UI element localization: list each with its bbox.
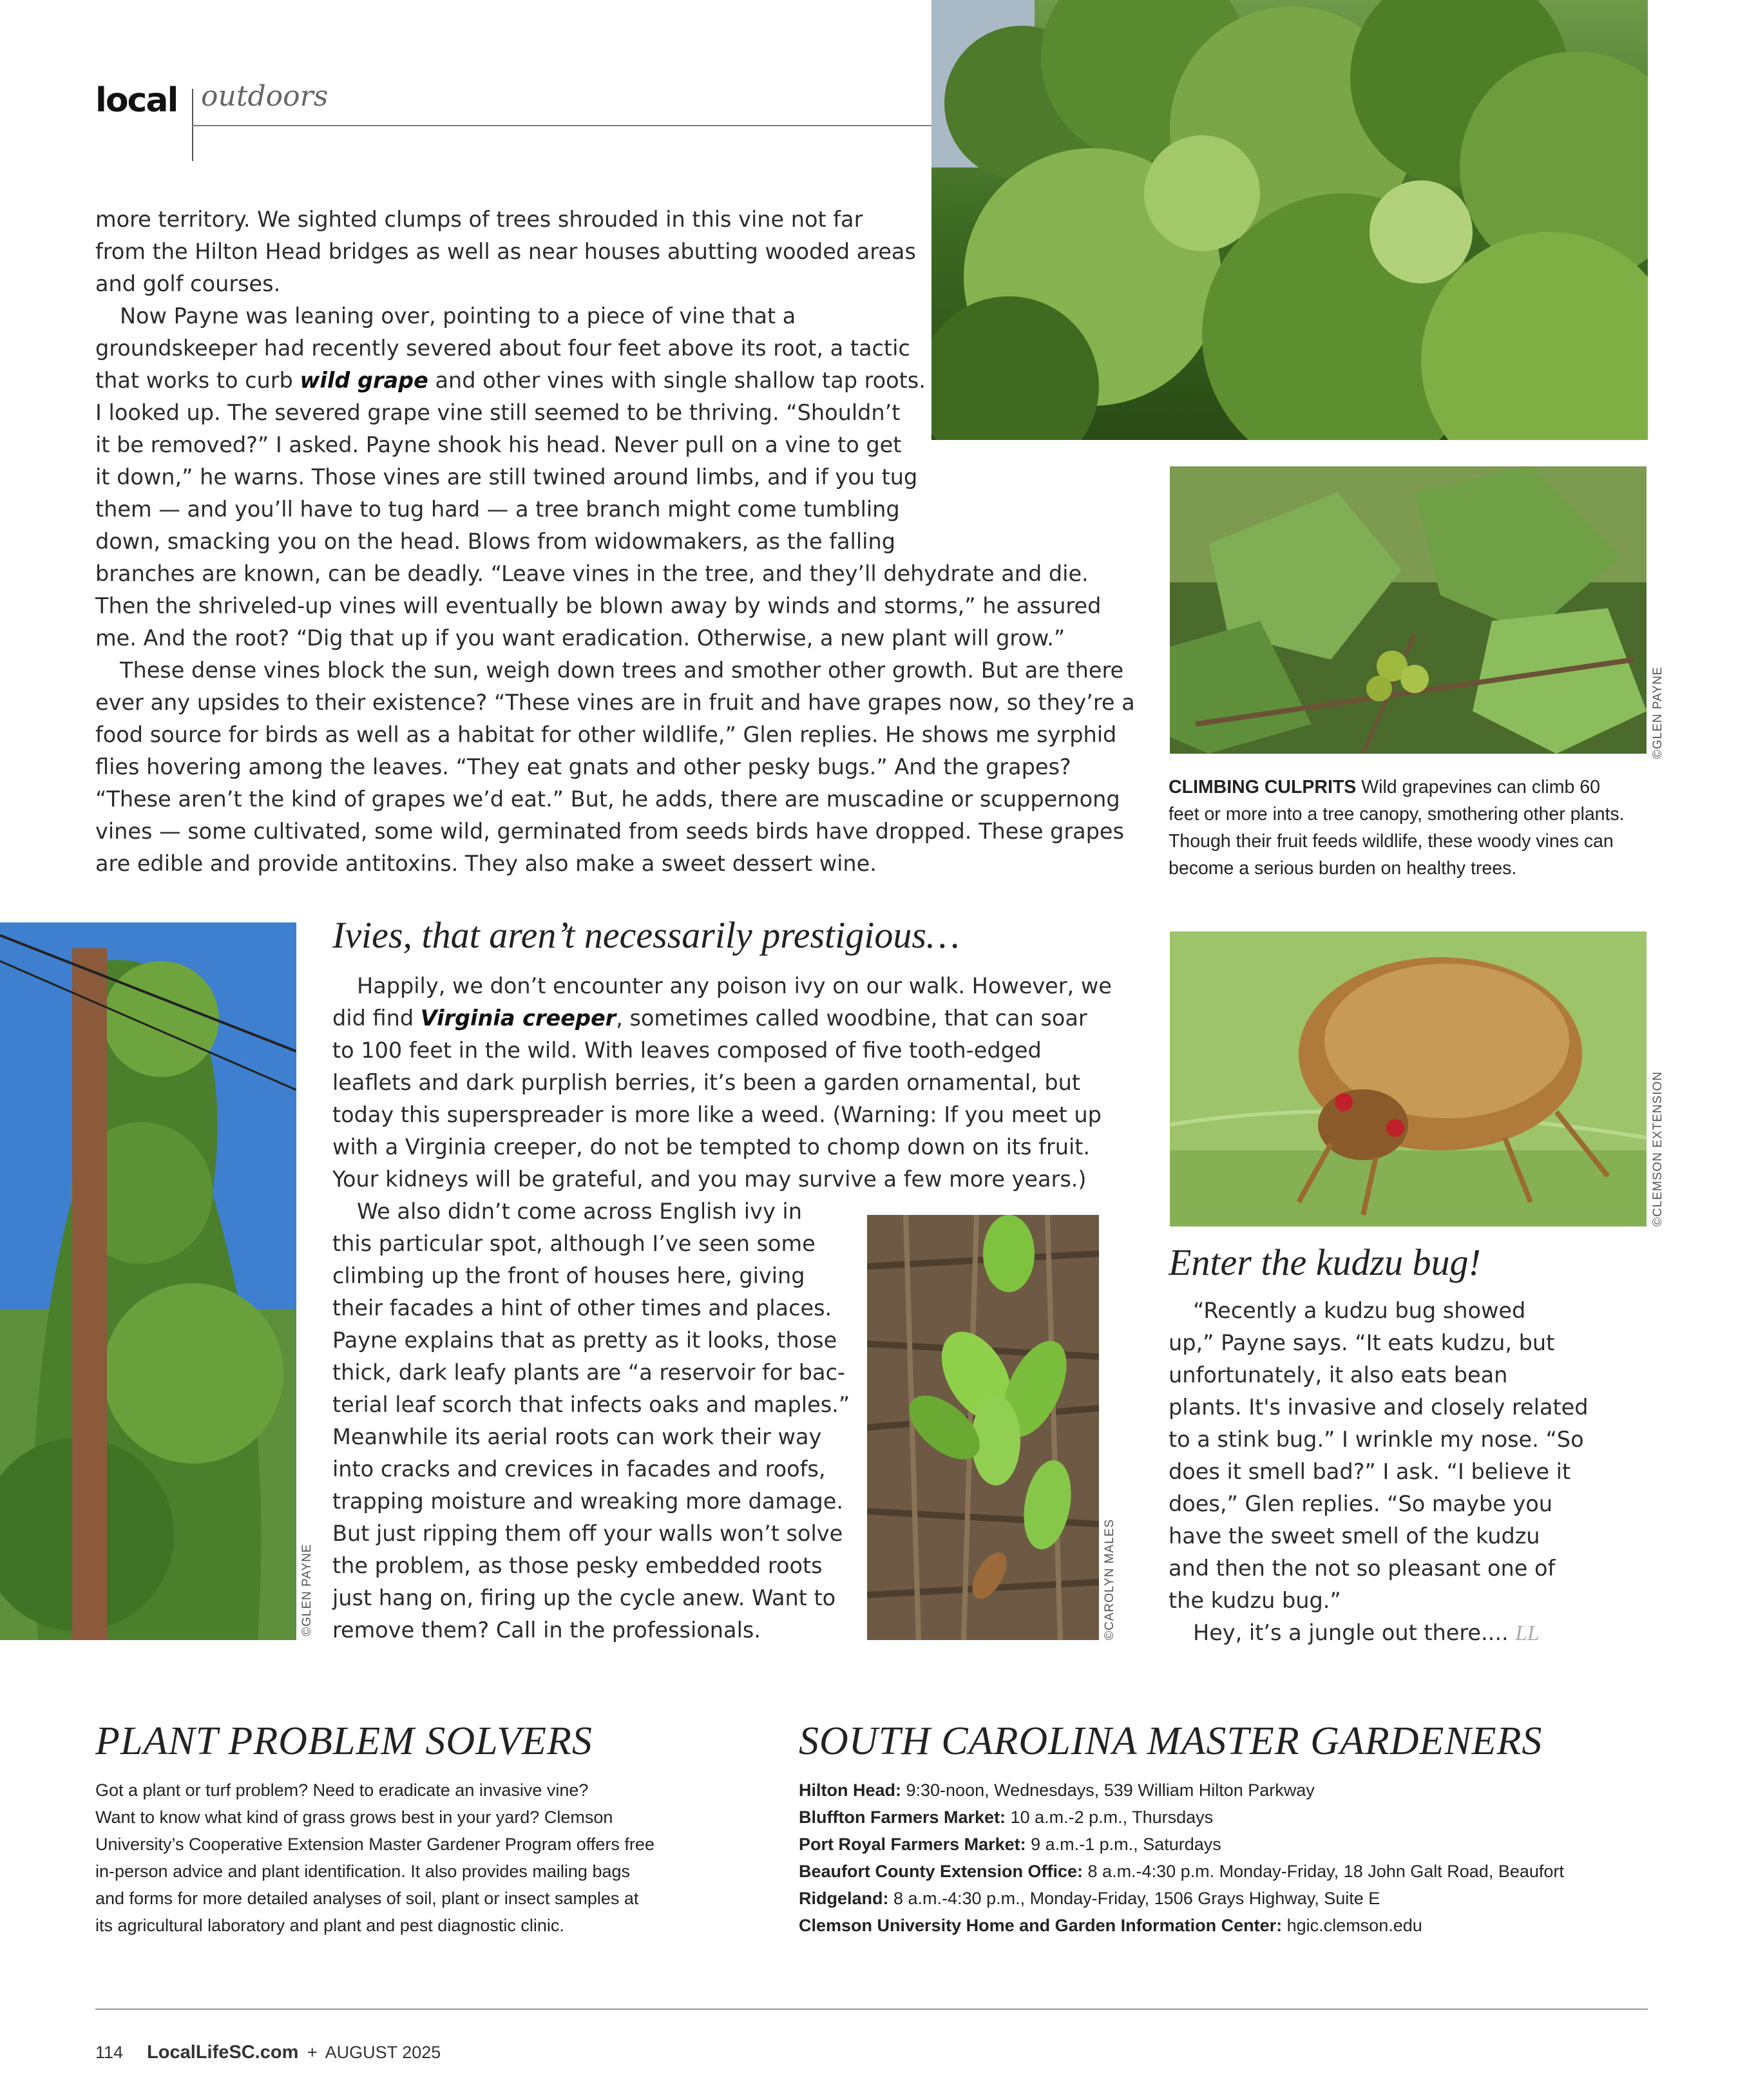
- body-line: flies hovering among the leaves. “They eat gnats and other pesky bugs.” And the grapes?: [95, 754, 1071, 779]
- body-line: leaflets and dark purplish berries, it’s been a garden ornamental, but: [332, 1070, 1080, 1095]
- body-line: I looked up. The severed grape vine still seemed to be thriving. “Shouldn’t: [95, 400, 901, 425]
- location-entry[interactable]: Clemson University Home and Garden Information Center: hgic.clemson.edu: [799, 1916, 1422, 1935]
- bug-photo-credit: ©CLEMSON EXTENSION: [1651, 1071, 1665, 1227]
- footer-rule: [95, 2009, 1648, 2010]
- body-line: Payne explains that as pretty as it looks, those: [332, 1328, 837, 1353]
- body-line: and golf courses.: [95, 271, 281, 296]
- body-line: Now Payne was leaning over, pointing to a piece of vine that a: [120, 303, 796, 329]
- footer-separator: +: [307, 2043, 318, 2062]
- body-line: their facades a hint of other times and places.: [332, 1295, 832, 1321]
- body-line: These dense vines block the sun, weigh down trees and smother other growth. But are there: [120, 658, 1124, 683]
- pole-photo-credit: ©GLEN PAYNE: [300, 1543, 314, 1636]
- body-line: to a stink bug.” I wrinkle my nose. “So: [1169, 1427, 1584, 1452]
- info-line: University’s Cooperative Extension Master Gardener Program offers free: [95, 1835, 654, 1854]
- footer: [95, 2042, 441, 2063]
- body-line: into cracks and crevices in facades and roofs,: [332, 1456, 826, 1482]
- site-name[interactable]: LocalLifeSC.com: [147, 2042, 299, 2063]
- body-line: Meanwhile its aerial roots can work their way: [332, 1424, 822, 1449]
- body-line: it be removed?” I asked. Payne shook his head. Never pull on a vine to get: [95, 432, 902, 457]
- body-line: We also didn’t come across English ivy in: [357, 1199, 802, 1224]
- body-line: and then the not so pleasant one of: [1169, 1556, 1556, 1581]
- body-line: the problem, as those pesky embedded roots: [332, 1553, 823, 1578]
- body-line: “Recently a kudzu bug showed: [1193, 1298, 1526, 1323]
- location-entry: Ridgeland: 8 a.m.-4:30 p.m., Monday-Friday, 1506 Grays Highway, Suite E: [799, 1889, 1380, 1908]
- body-line: climbing up the front of houses here, giving: [332, 1263, 805, 1288]
- body-line: “These aren’t the kind of grapes we’d eat.” But, he adds, there are muscadine or scuppernong: [95, 787, 1120, 812]
- body-line: remove them? Call in the professionals.: [332, 1618, 761, 1643]
- ivy-covered-pole-photo: [0, 922, 296, 1640]
- body-line: groundskeeper had recently severed about four feet above its root, a tactic: [95, 336, 910, 361]
- caption-line: Though their fruit feeds wildlife, these woody vines can: [1169, 831, 1614, 852]
- kudzu-body: [1169, 1295, 1658, 1650]
- body-line: the kudzu bug.”: [1169, 1588, 1341, 1613]
- body-line: did find Virginia creeper, sometimes called woodbine, that can soar: [332, 1006, 1087, 1031]
- body-line: ever any upsides to their existence? “These vines are in fruit and have grapes now, so they’re a: [95, 690, 1135, 715]
- body-line: that works to curb wild grape and other vines with single shallow tap roots.: [95, 368, 926, 393]
- body-line: more territory. We sighted clumps of trees shrouded in this vine not far: [95, 207, 863, 232]
- body-line: this particular spot, although I’ve seen some: [332, 1231, 816, 1256]
- caption-title: CLIMBING CULPRITS: [1169, 777, 1357, 797]
- body-line: Happily, we don’t encounter any poison ivy on our walk. However, we: [357, 973, 1112, 998]
- info-line: in-person advice and plant identification. It also provides mailing bags: [95, 1862, 630, 1881]
- body-line: down, smacking you on the head. Blows from widowmakers, as the falling: [95, 529, 895, 554]
- wild-grape-closeup-photo: [1170, 466, 1647, 754]
- page-number: 114: [95, 2043, 124, 2062]
- body-line: does,” Glen replies. “So maybe you: [1169, 1491, 1552, 1516]
- location-entry: Beaufort County Extension Office: 8 a.m.-4:30 p.m. Monday-Friday, 18 John Galt Road, Beaufort: [799, 1862, 1564, 1881]
- caption-line: become a serious burden on healthy trees.: [1169, 858, 1517, 879]
- wild-grape-term: wild grape: [300, 368, 428, 393]
- article-body-top: [95, 204, 1135, 880]
- body-line: But just ripping them off your walls won’t solve: [332, 1521, 843, 1546]
- section-label: local: [95, 81, 178, 120]
- body-line: terial leaf scorch that infects oaks and maples.”: [332, 1392, 850, 1417]
- body-line: plants. It's invasive and closely related: [1169, 1395, 1589, 1420]
- body-line: unfortunately, it also eats bean: [1169, 1362, 1508, 1388]
- body-line: them — and you’ll have to tug hard — a tree branch might come tumbling: [95, 497, 900, 522]
- photo-caption: [1169, 774, 1658, 882]
- grape-photo-credit: ©GLEN PAYNE: [1651, 666, 1665, 759]
- body-line: vines — some cultivated, some wild, germinated from seeds birds have dropped. These grapes: [95, 819, 1124, 844]
- ivies-heading: Ivies, that aren’t necessarily prestigious…: [332, 914, 960, 956]
- info-line: Want to know what kind of grass grows best in your yard? Clemson: [95, 1808, 613, 1827]
- body-line: Your kidneys will be grateful, and you may survive a few more years.): [332, 1167, 1087, 1192]
- body-line: from the Hilton Head bridges as well as near houses abutting wooded areas: [95, 239, 916, 264]
- signoff: LL: [1515, 1621, 1540, 1645]
- body-line: me. And the root? “Dig that up if you want eradication. Otherwise, a new plant will grow.”: [95, 625, 1065, 651]
- kudzu-bug-photo: [1170, 931, 1647, 1227]
- section-header: [95, 81, 177, 120]
- info-line: Got a plant or turf problem? Need to eradicate an invasive vine?: [95, 1780, 589, 1800]
- caption-line: Wild grapevines can climb 60: [1356, 777, 1600, 797]
- plant-problem-solvers-text: [95, 1777, 740, 1939]
- body-line: to 100 feet in the wild. With leaves composed of five tooth-edged: [332, 1038, 1042, 1063]
- header-rule: [192, 125, 931, 126]
- body-line: just hang on, firing up the cycle anew. Want to: [332, 1585, 836, 1610]
- body-line: Then the shriveled-up vines will eventually be blown away by winds and storms,” he assured: [95, 593, 1102, 618]
- body-line: food source for birds as well as a habitat for other wildlife,” Glen replies. He shows me syrphid: [95, 722, 1117, 747]
- body-line: Hey, it’s a jungle out there.... LL: [1193, 1620, 1540, 1645]
- location-entry: Hilton Head: 9:30-noon, Wednesdays, 539 William Hilton Parkway: [799, 1780, 1315, 1800]
- issue-date: AUGUST 2025: [325, 2043, 441, 2062]
- creeper-photo-credit: ©CAROLYN MALES: [1103, 1518, 1116, 1640]
- caption-line: feet or more into a tree canopy, smothering other plants.: [1169, 804, 1625, 825]
- location-entry: Bluffton Farmers Market: 10 a.m.-2 p.m., Thursdays: [799, 1808, 1214, 1827]
- body-line: are edible and provide antitoxins. They also make a sweet dessert wine.: [95, 851, 877, 876]
- info-line: its agricultural laboratory and plant and pest diagnostic clinic.: [95, 1916, 564, 1935]
- location-entry: Port Royal Farmers Market: 9 a.m.-1 p.m., Saturdays: [799, 1835, 1221, 1854]
- virginia-creeper-photo: [867, 1215, 1099, 1640]
- body-line: branches are known, can be deadly. “Leave vines in the tree, and they’ll dehydrate and die.: [95, 561, 1089, 586]
- master-gardeners-list: [799, 1777, 1662, 1939]
- virginia-creeper-term: Virginia creeper: [420, 1006, 616, 1031]
- subsection-label: outdoors: [201, 80, 329, 113]
- plant-problem-solvers-title: PLANT PROBLEM SOLVERS: [95, 1719, 593, 1763]
- kudzu-heading: Enter the kudzu bug!: [1169, 1241, 1481, 1283]
- body-line: with a Virginia creeper, do not be tempted to chomp down on its fruit.: [332, 1134, 1091, 1160]
- body-line: up,” Payne says. “It eats kudzu, but: [1169, 1330, 1555, 1355]
- master-gardeners-title: SOUTH CAROLINA MASTER GARDENERS: [799, 1719, 1543, 1763]
- info-line: and forms for more detailed analyses of soil, plant or insect samples at: [95, 1889, 639, 1908]
- body-line: trapping moisture and wreaking more damage.: [332, 1489, 843, 1514]
- body-line: have the sweet smell of the kudzu: [1169, 1523, 1540, 1549]
- body-line: today this superspreader is more like a weed. (Warning: If you meet up: [332, 1102, 1102, 1127]
- body-line: thick, dark leafy plants are “a reservoir for bac-: [332, 1360, 846, 1385]
- body-line: does it smell bad?” I ask. “I believe it: [1169, 1459, 1571, 1484]
- body-line: it down,” he warns. Those vines are still twined around limbs, and if you tug: [95, 464, 918, 490]
